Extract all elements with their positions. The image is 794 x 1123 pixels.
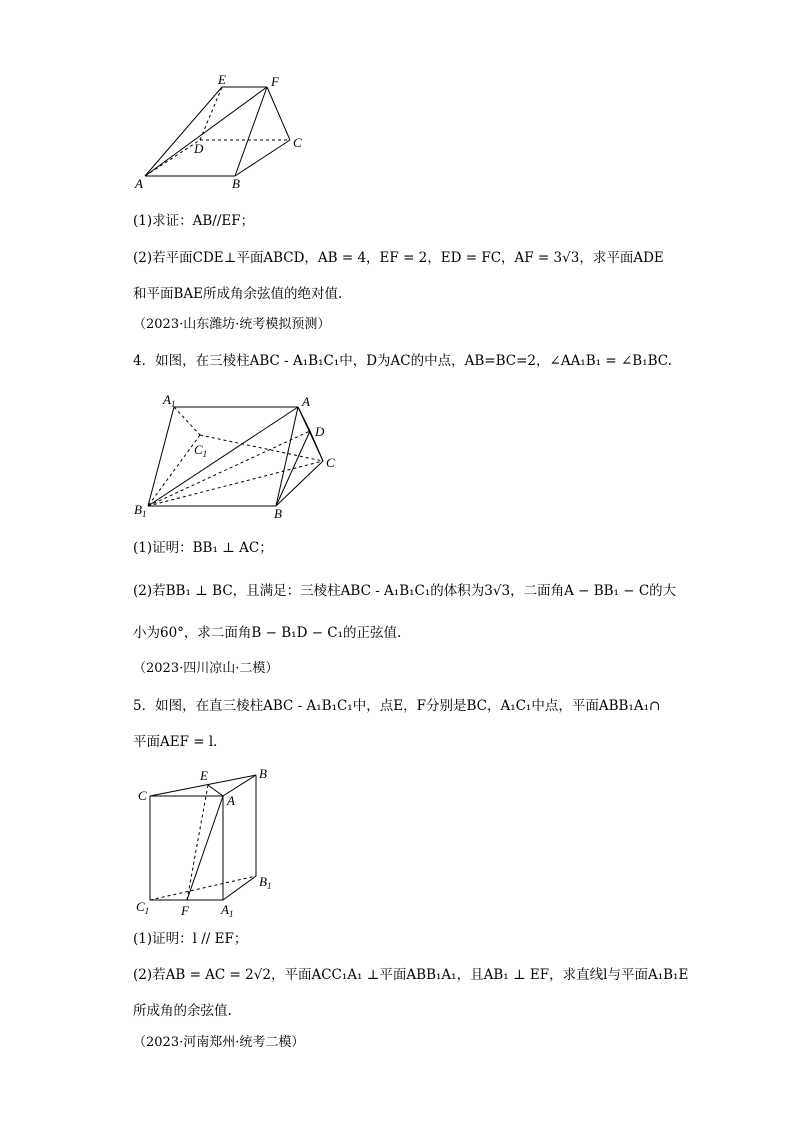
figure-polyhedron-abcdef [125, 70, 315, 195]
label-C1: $C_1$ [136, 899, 150, 916]
p5-part2-line1: (2)若AB = AC = 2√2，平面ACC₁A₁ ⊥平面ABB₁A₁，且AB₁ ⊥ EF，求直线l与平面A₁B₁E [133, 967, 689, 983]
p5-part2-line2: 所成角的余弦值. [133, 1003, 232, 1019]
p4-part1: (1)证明：BB₁ ⊥ AC； [133, 540, 273, 556]
label-B: B [259, 766, 267, 781]
figure-prism-abc-a1b1c1-d [128, 388, 348, 523]
label-C: C [138, 788, 147, 803]
label-A: A [135, 176, 143, 191]
label-A: A [302, 394, 310, 409]
label-E: E [200, 768, 208, 783]
p5-stem-line1: 5．如图，在直三棱柱ABC - A₁B₁C₁中，点E，F分别是BC，A₁C₁中点，平面ABB₁A₁∩ [133, 698, 661, 714]
p4-stem: 4．如图，在三棱柱ABC - A₁B₁C₁中，D为AC的中点，AB=BC=2，∠AA₁B₁ = ∠B₁BC. [133, 353, 672, 369]
label-E: E [218, 72, 226, 87]
label-D: D [315, 424, 325, 439]
label-D: D [194, 141, 204, 156]
label-B: B [274, 506, 282, 521]
label-C: C [293, 135, 302, 150]
p3-part1: (1)求证：AB//EF； [133, 213, 255, 229]
label-A: A [227, 793, 235, 808]
p4-source: （2023·四川凉山·二模） [133, 661, 279, 676]
figure-right-prism-ef [128, 763, 288, 923]
p3-part2-line2: 和平面BAE所成角余弦值的绝对值. [133, 286, 343, 302]
p3-source: （2023·山东潍坊·统考模拟预测） [133, 317, 331, 332]
p4-part2-line1: (2)若BB₁ ⊥ BC，且满足：三棱柱ABC - A₁B₁C₁的体积为3√3，二面角A − BB₁ − C的大 [133, 583, 677, 599]
label-B: B [232, 176, 240, 191]
p5-stem-line2: 平面AEF = l． [133, 734, 227, 750]
p5-part1: (1)证明：l // EF； [133, 931, 248, 947]
label-C1: $C_1$ [194, 442, 208, 459]
label-F: F [271, 74, 279, 89]
p5-source: （2023·河南郑州·统考二模） [133, 1035, 305, 1050]
label-B1: $B_1$ [134, 502, 147, 519]
p3-part2-line1: (2)若平面CDE⊥平面ABCD，AB = 4，EF = 2，ED = FC，AF = 3√3，求平面ADE [133, 250, 664, 266]
label-F: F [181, 903, 189, 918]
label-A1: $A_1$ [221, 902, 234, 919]
label-B1: $B_1$ [259, 874, 272, 891]
p4-part2-line2: 小为60°，求二面角B − B₁D − C₁的正弦值. [133, 625, 402, 641]
label-C: C [326, 455, 335, 470]
label-A1: $A_1$ [163, 392, 176, 409]
